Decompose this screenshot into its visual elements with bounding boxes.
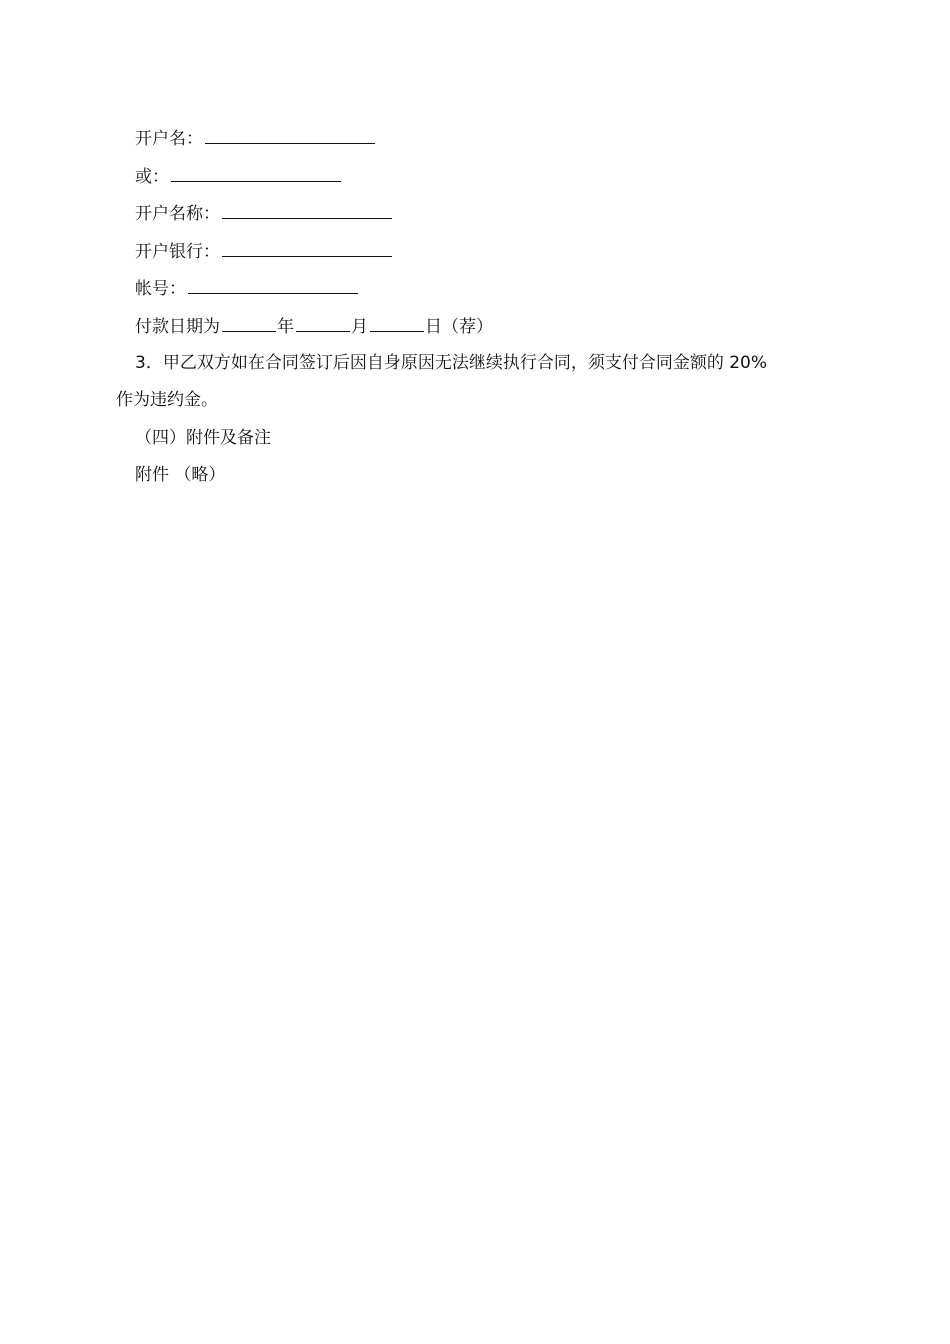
or-row <box>135 165 341 188</box>
or-blank <box>171 165 341 182</box>
or-label: 或： <box>135 167 169 187</box>
payment-date-row <box>135 315 493 338</box>
attachment-line: 附件 （略） <box>135 465 226 485</box>
bank-label: 开户银行： <box>135 242 220 262</box>
day-label: 日（荐） <box>425 317 493 337</box>
section-4-title: （四）附件及备注 <box>135 428 271 448</box>
account-title-row <box>135 202 392 225</box>
clause-3-line-2: 作为违约金。 <box>116 390 218 410</box>
day-blank <box>370 315 424 332</box>
account-title-blank <box>222 202 392 219</box>
payment-date-prefix: 付款日期为 <box>135 317 220 337</box>
bank-row <box>135 240 392 263</box>
account-name-row <box>135 127 375 150</box>
account-title-label: 开户名称： <box>135 204 220 224</box>
account-name-blank <box>205 127 375 144</box>
clause-3-line-1: 3．甲乙双方如在合同签订后因自身原因无法继续执行合同，须支付合同金额的 20% <box>135 353 768 373</box>
year-blank <box>222 315 276 332</box>
month-blank <box>296 315 350 332</box>
year-label: 年 <box>277 317 294 337</box>
bank-blank <box>222 240 392 257</box>
month-label: 月 <box>351 317 368 337</box>
account-name-label: 开户名： <box>135 129 203 149</box>
account-number-blank <box>188 277 358 294</box>
account-number-row <box>135 277 358 300</box>
account-number-label: 帐号： <box>135 279 186 299</box>
